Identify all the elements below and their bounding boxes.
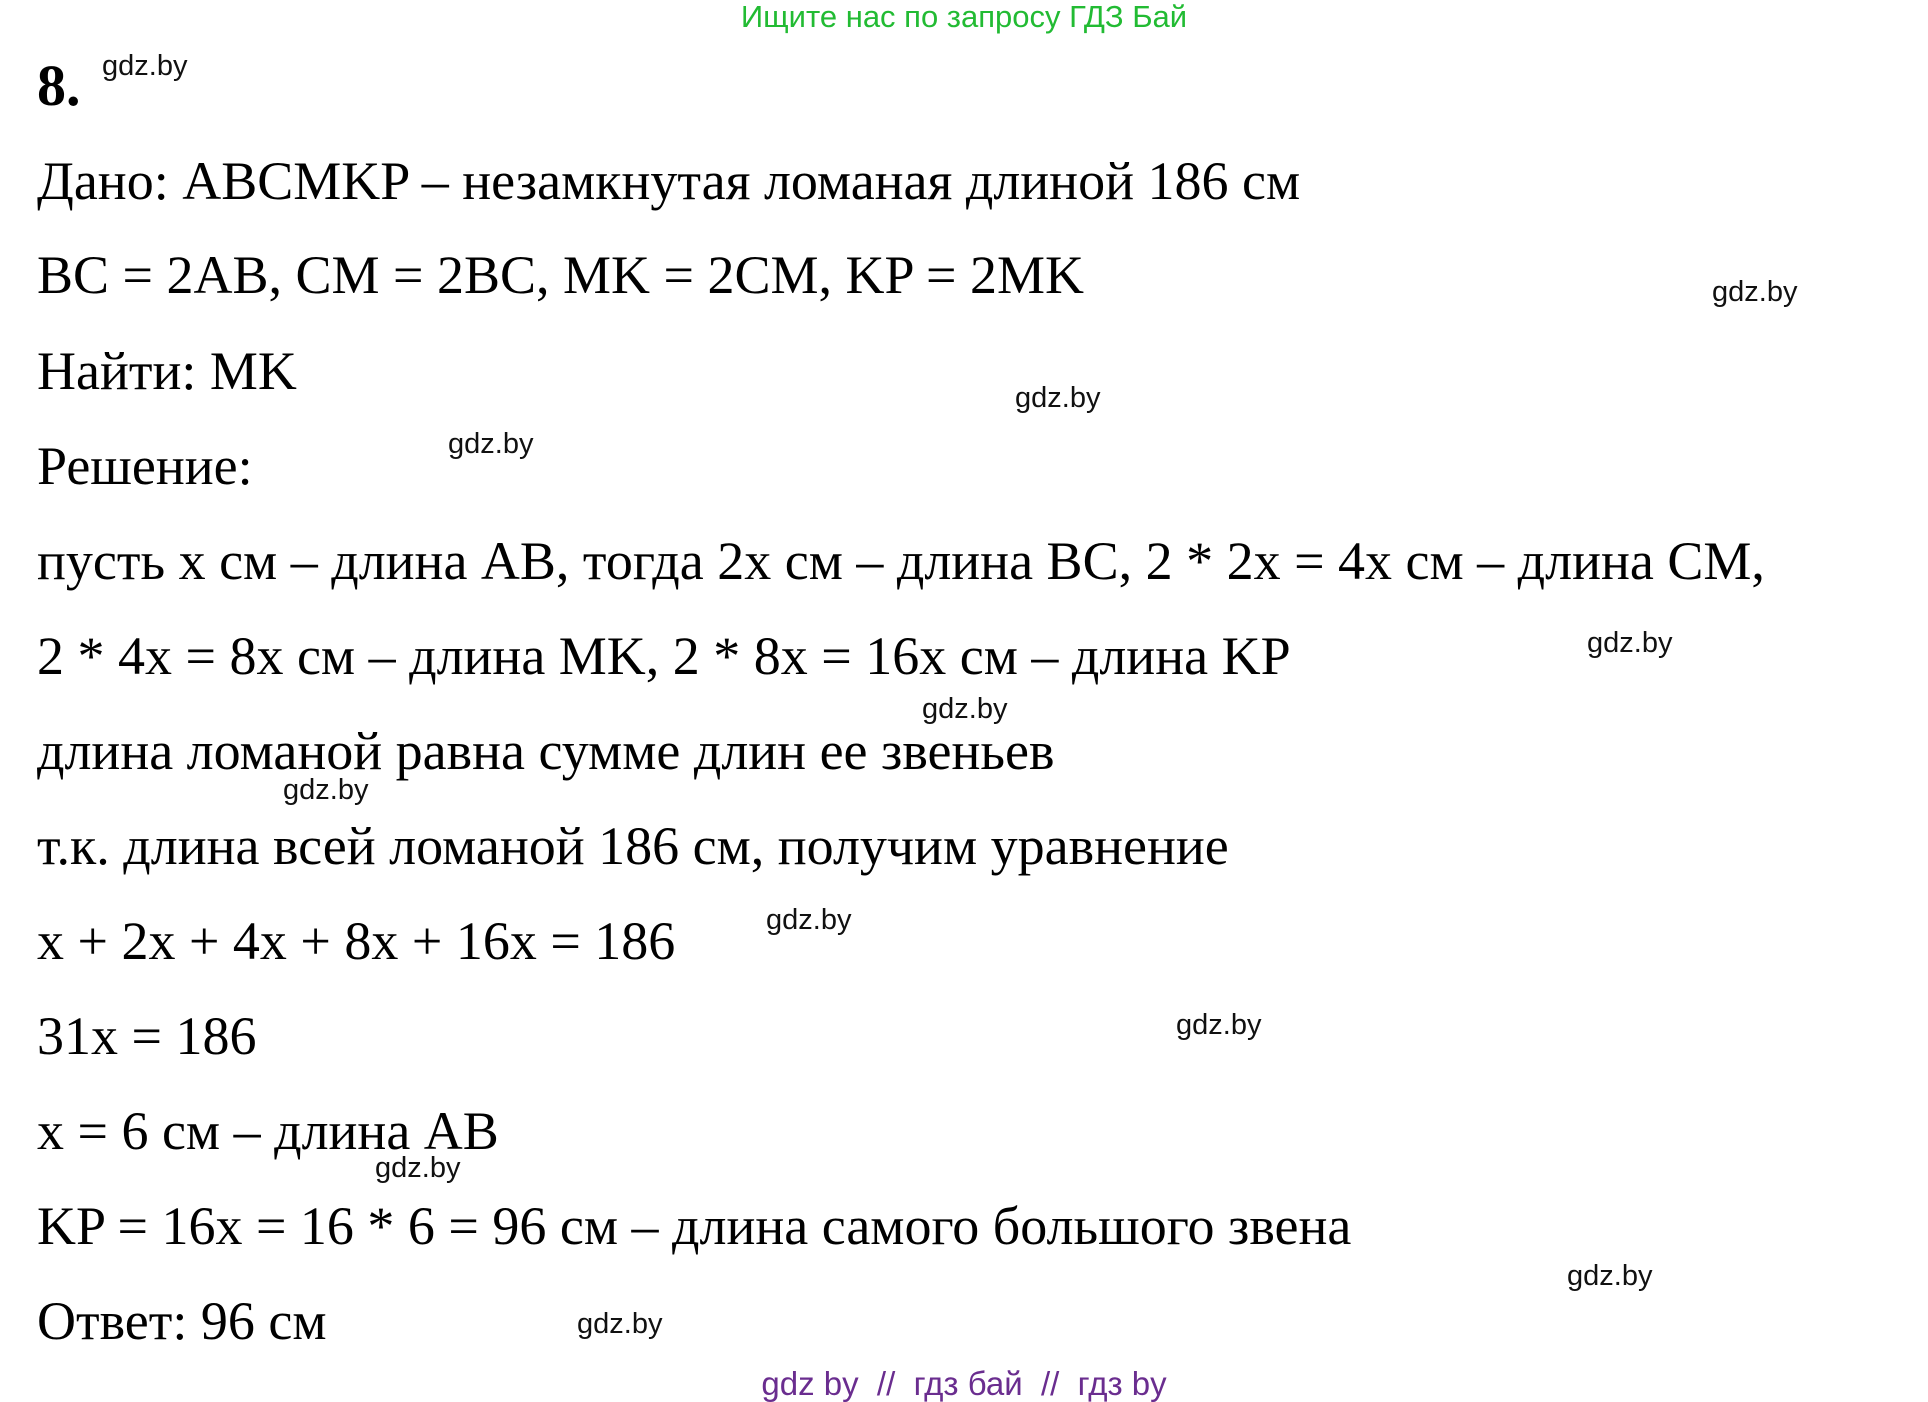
solution-line-2: 2 * 4х = 8х см – длина MK, 2 * 8х = 16х см – длина KP — [37, 626, 1291, 686]
watermark: gdz.by — [1567, 1260, 1653, 1292]
answer-line: Ответ: 96 см — [37, 1291, 327, 1351]
watermark: gdz.by — [1712, 276, 1798, 308]
footer-separator: // — [858, 1365, 914, 1402]
equation-line: х + 2х + 4х + 8х + 16х = 186 — [37, 911, 676, 971]
watermark: gdz.by — [1176, 1009, 1262, 1041]
given-line: Дано: ABCMKP – незамкнутая ломаная длиной 186 см — [37, 151, 1301, 211]
watermark: gdz.by — [283, 774, 369, 806]
watermark: gdz.by — [766, 904, 852, 936]
relations-line: BC = 2AB, CM = 2BC, MK = 2CM, KP = 2MK — [37, 245, 1085, 305]
footer-link-gdz-bai[interactable]: гдз бай — [913, 1365, 1023, 1402]
equation-result: х = 6 см – длина AB — [37, 1101, 499, 1161]
problem-number: 8. — [37, 53, 81, 118]
footer-link-gdz-by-cyr[interactable]: гдз by — [1077, 1365, 1167, 1402]
watermark: gdz.by — [922, 693, 1008, 725]
watermark: gdz.by — [1015, 382, 1101, 414]
find-line: Найти: MK — [37, 341, 297, 401]
solution-heading: Решение: — [37, 436, 253, 496]
watermark: gdz.by — [375, 1152, 461, 1184]
footer-link-gdz-by[interactable]: gdz by — [761, 1365, 859, 1402]
equation-simplified: 31х = 186 — [37, 1006, 257, 1066]
solution-line-1: пусть х см – длина AB, тогда 2х см – длина BC, 2 * 2х = 4х см – длина CM, — [37, 531, 1765, 591]
solution-line-4: т.к. длина всей ломаной 186 см, получим уравнение — [37, 816, 1229, 876]
watermark: gdz.by — [448, 428, 534, 460]
watermark: gdz.by — [102, 50, 188, 82]
solution-line-3: длина ломаной равна сумме длин ее звеньев — [37, 721, 1055, 781]
footer-banner — [0, 1366, 1928, 1402]
header-banner: Ищите нас по запросу ГДЗ Бай — [740, 0, 1188, 34]
watermark: gdz.by — [1587, 627, 1673, 659]
largest-link-line: KP = 16х = 16 * 6 = 96 см – длина самого большого звена — [37, 1196, 1352, 1256]
footer-separator: // — [1022, 1365, 1078, 1402]
watermark: gdz.by — [577, 1308, 663, 1340]
